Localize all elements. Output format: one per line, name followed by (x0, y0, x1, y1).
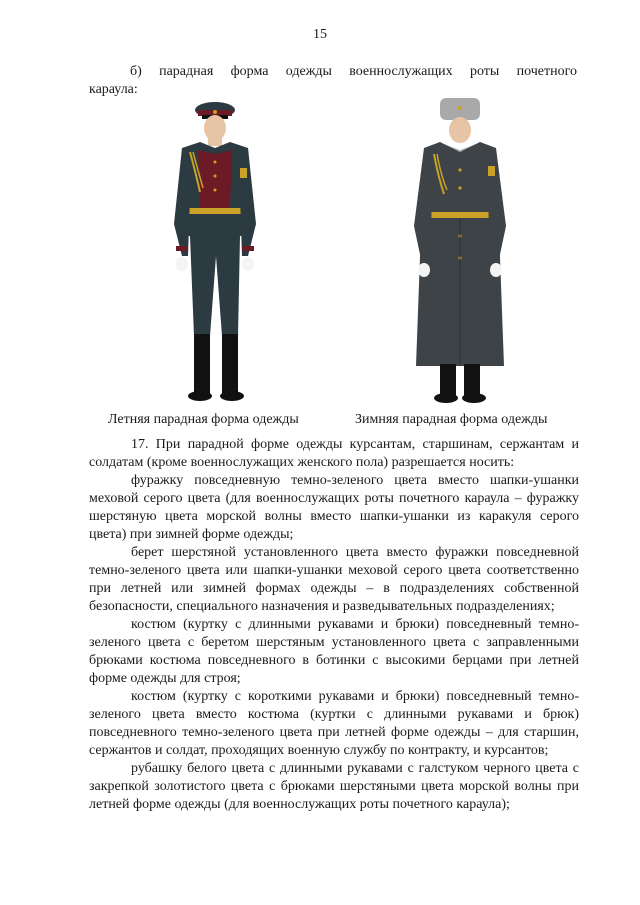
summer-uniform-figure (160, 96, 270, 408)
paragraph-suit-long-sleeves: костюм (куртку с длинными рукавами и брюки) повседневный темно-зеленого цвета с беретом шерстяным установленного цвета с заправленными брюками костюма повседневного в ботинки с высокими берцами при летней форме одежды для строя; (89, 617, 579, 686)
intro-line-1: б) парадная форма одежды военнослужащих роты почетного (130, 64, 577, 79)
paragraph-suit-short-sleeves: костюм (куртку с короткими рукавами и брюки) повседневный темно-зеленого цвета вместо костюма (куртки с длинными рукавами и брюк) повседневного темно-зеленого цвета при летней форме одежды – для старшин, сержантов и солдат, проходящих военную службу по контракту, и курсантов; (89, 689, 579, 758)
caption-winter-uniform: Зимняя парадная форма одежды (355, 412, 548, 427)
intro-line-2: караула: (89, 82, 138, 97)
page-number: 15 (313, 27, 327, 42)
body-text (89, 436, 579, 814)
paragraph-beret: берет шерстяной установленного цвета вместо фуражки повседневной темно-зеленого цвета или шапки-ушанки меховой серого цвета соответственно при летней или зимней формах одежды – в подразделениях собственной безопасности, специального назначения и разведывательных подразделениях; (89, 545, 579, 614)
paragraph-white-shirt: рубашку белого цвета с длинными рукавами с галстуком черного цвета с закрепкой золотистого цвета с брюками шерстяными цвета морской волны при летней форме одежды (для военнослужащих роты почетного караула); (89, 761, 579, 812)
intro-text (89, 63, 577, 99)
paragraph-cap: фуражку повседневную темно-зеленого цвета вместо шапки-ушанки меховой серого цвета (для военнослужащих роты почетного караула – фуражку шерстяную цвета морской волны вместо шапки-ушанки из каракуля серого цвета) при зимней форме одежды; (89, 473, 579, 542)
caption-summer-uniform: Летняя парадная форма одежды (108, 412, 299, 427)
winter-uniform-figure (400, 96, 520, 408)
paragraph-17: 17. При парадной форме одежды курсантам, старшинам, сержантам и солдатам (кроме военнослужащих женского пола) разрешается носить: (89, 437, 579, 470)
